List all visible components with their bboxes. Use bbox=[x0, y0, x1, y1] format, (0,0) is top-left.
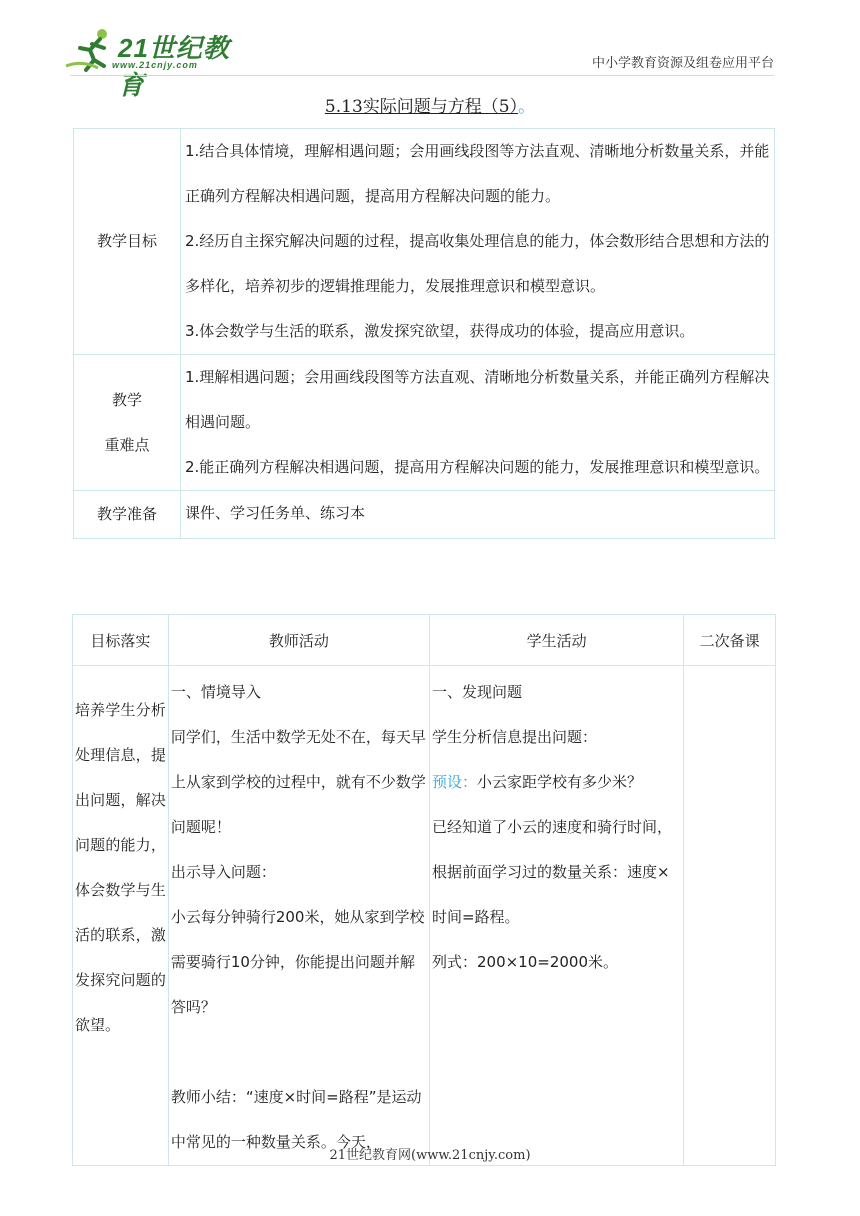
prep-content: 课件、学习任务单、练习本 bbox=[181, 491, 775, 539]
goal-item: 3.体会数学与生活的联系，激发探究欲望，获得成功的体验，提高应用意识。 bbox=[185, 322, 695, 340]
key-item: 1.理解相遇问题；会用画线段图等方法直观、清晰地分析数量关系，并能正确列方程解决相遇问题。 bbox=[185, 368, 770, 431]
preset-text: 小云家距学校有多少米？ bbox=[477, 773, 643, 791]
lesson-info-table bbox=[73, 128, 775, 539]
key-content bbox=[181, 355, 775, 491]
logo-text: 21世纪教育 bbox=[118, 33, 230, 100]
goal-row bbox=[74, 129, 775, 355]
preset-label: 预设： bbox=[431, 773, 477, 791]
teacher-text: 出示导入问题： bbox=[170, 863, 276, 881]
col-header-teacher: 教师活动 bbox=[168, 615, 429, 666]
teacher-text: 同学们，生活中数学无处不在，每天早上从家到学校的过程中，就有不少数学问题呢！ bbox=[170, 728, 426, 836]
prep-row bbox=[74, 491, 775, 539]
page-header bbox=[0, 0, 860, 100]
teacher-summary: 教师小结：“速度×时间=路程”是运动中常见的一种数量关系。今天， bbox=[170, 1088, 422, 1151]
goal-cell bbox=[73, 666, 169, 1166]
goal-text: 培养学生分析处理信息，提出问题，解决问题的能力，体会数学与生活的联系，激发探究问题的欲望。 bbox=[75, 701, 166, 1034]
second-prep-cell bbox=[684, 666, 776, 1166]
student-cell bbox=[429, 666, 683, 1166]
activity-header-row bbox=[73, 615, 776, 666]
page-footer: 21世纪教育网(www.21cnjy.com) bbox=[329, 1148, 531, 1163]
spacer bbox=[171, 1030, 429, 1075]
header-divider bbox=[70, 75, 774, 76]
prep-label: 教学准备 bbox=[74, 491, 181, 539]
student-text: 已经知道了小云的速度和骑行时间，根据前面学习过的数量关系：速度×时间=路程。 bbox=[431, 818, 672, 926]
title-mark: 。 bbox=[518, 97, 536, 117]
key-label bbox=[74, 355, 181, 491]
student-text: 列式：200×10=2000米。 bbox=[431, 953, 619, 971]
platform-name: 中小学教育资源及组卷应用平台 bbox=[591, 56, 774, 71]
col-header-second-prep: 二次备课 bbox=[684, 615, 776, 666]
teacher-cell bbox=[168, 666, 429, 1166]
key-item: 2.能正确列方程解决相遇问题，提高用方程解决问题的能力，发展推理意识和模型意识。 bbox=[185, 458, 770, 476]
site-logo bbox=[62, 26, 232, 100]
key-row bbox=[74, 355, 775, 491]
student-heading: 一、发现问题 bbox=[431, 683, 522, 701]
student-preset bbox=[432, 760, 683, 805]
goal-label: 教学目标 bbox=[74, 129, 181, 355]
goal-item: 1.结合具体情境，理解相遇问题；会用画线段图等方法直观、清晰地分析数量关系，并能正确列方程解决相遇问题，提高用方程解决问题的能力。 bbox=[185, 142, 770, 205]
teacher-text: 小云每分钟骑行200米，她从家到学校需要骑行10分钟，你能提出问题并解答吗？ bbox=[170, 908, 425, 1016]
activity-table bbox=[72, 614, 776, 1166]
logo-url: www.21cnjy.com bbox=[112, 60, 198, 70]
goal-content bbox=[181, 129, 775, 355]
col-header-goal: 目标落实 bbox=[73, 615, 169, 666]
page-title bbox=[0, 92, 860, 117]
student-text: 学生分析信息提出问题： bbox=[431, 728, 597, 746]
goal-item: 2.经历自主探究解决问题的过程，提高收集处理信息的能力，体会数形结合思想和方法的多样化，培养初步的逻辑推理能力，发展推理意识和模型意识。 bbox=[185, 232, 770, 295]
col-header-student: 学生活动 bbox=[429, 615, 683, 666]
key-label-line: 教学 bbox=[111, 390, 142, 409]
lesson-title: 5.13实际问题与方程（5） bbox=[324, 97, 519, 117]
key-label-line: 重难点 bbox=[104, 435, 150, 454]
teacher-heading: 一、情境导入 bbox=[170, 683, 261, 701]
activity-row bbox=[73, 666, 776, 1166]
